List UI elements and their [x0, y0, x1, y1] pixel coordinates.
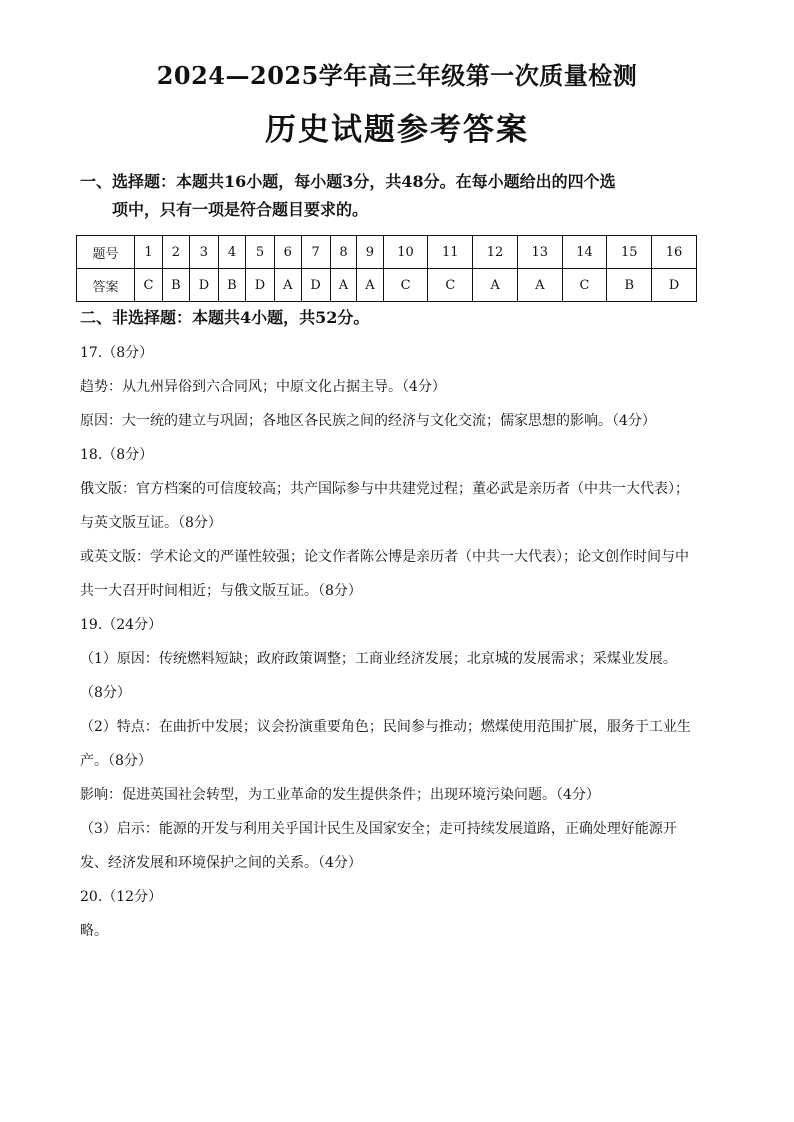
answer-paragraph: 略。 [80, 923, 108, 939]
answer-cell: C [562, 269, 607, 302]
answer-cell: B [162, 269, 189, 302]
answer-paragraph: 17.（8分） [80, 345, 154, 361]
answer-table [76, 235, 697, 302]
question-number-cell: 11 [428, 236, 473, 269]
answer-cell: D [652, 269, 697, 302]
answer-cell: C [383, 269, 428, 302]
section-1-line-2: 项中，只有一项是符合题目要求的。 [112, 200, 369, 219]
question-number-cell: 5 [245, 236, 274, 269]
answer-cell: A [473, 269, 518, 302]
answer-cell: A [275, 269, 301, 302]
answer-cell: B [219, 269, 246, 302]
answer-paragraph: 俄文版：官方档案的可信度较高；共产国际参与中共建党过程；董必武是亲历者（中共一大代表）；与英文版互证。（8分） [80, 481, 689, 531]
question-number-cell: 3 [189, 236, 218, 269]
answer-cell: A [330, 269, 356, 302]
question-number-cell: 14 [562, 236, 607, 269]
question-number-cell: 8 [330, 236, 356, 269]
answer-paragraph: 或英文版：学术论文的严谨性较强；论文作者陈公博是亲历者（中共一大代表）；论文创作时间与中共一大召开时间相近；与俄文版互证。（8分） [80, 549, 689, 599]
answer-paragraph: 19.（24分） [80, 617, 163, 633]
answer-paragraph: 趋势：从九州异俗到六合同风；中原文化占据主导。（4分） [80, 379, 446, 395]
section-1-heading [80, 168, 720, 224]
answer-paragraph: （1）原因：传统燃料短缺；政府政策调整；工商业经济发展；北京城的发展需求；采煤业发展。（8分） [80, 651, 677, 701]
question-number-cell: 10 [383, 236, 428, 269]
question-number-cell: 1 [135, 236, 163, 269]
answer-cell: D [301, 269, 330, 302]
answer-paragraph: 20.（12分） [80, 889, 163, 905]
answer-row [77, 269, 697, 302]
answer-cell: A [357, 269, 383, 302]
question-number-cell: 15 [607, 236, 652, 269]
question-number-cell: 4 [219, 236, 246, 269]
question-number-label: 题号 [77, 236, 135, 269]
answer-paragraph: （3）启示：能源的开发与利用关乎国计民生及国家安全；走可持续发展道路，正确处理好能源开发、经济发展和环境保护之间的关系。（4分） [80, 821, 677, 871]
section-2-heading: 二、非选择题：本题共4小题，共52分。 [80, 308, 370, 327]
document-title: 2024—2025学年高三年级第一次质量检测 [156, 61, 638, 90]
answer-cell: D [245, 269, 274, 302]
question-number-cell: 13 [517, 236, 562, 269]
answers-body [80, 336, 692, 948]
answer-cell: B [607, 269, 652, 302]
question-number-cell: 16 [652, 236, 697, 269]
question-number-cell: 9 [357, 236, 383, 269]
answer-cell: C [428, 269, 473, 302]
answer-paragraph: 影响：促进英国社会转型，为工业革命的发生提供条件；出现环境污染问题。（4分） [80, 787, 600, 803]
question-number-cell: 12 [473, 236, 518, 269]
document-subtitle: 历史试题参考答案 [265, 112, 529, 148]
answer-paragraph: 18.（8分） [80, 447, 154, 463]
answer-cell: C [135, 269, 163, 302]
answer-cell: A [517, 269, 562, 302]
question-number-cell: 6 [275, 236, 301, 269]
answer-paragraph: 原因：大一统的建立与巩固；各地区各民族之间的经济与文化交流；儒家思想的影响。（4分） [80, 413, 656, 429]
section-1-line-1: 一、选择题：本题共16小题，每小题3分，共48分。在每小题给出的四个选 [80, 172, 616, 191]
question-number-cell: 2 [162, 236, 189, 269]
answer-paragraph: （2）特点：在曲折中发展；议会扮演重要角色；民间参与推动；燃煤使用范围扩展，服务于工业生产。（8分） [80, 719, 691, 769]
question-number-row [77, 236, 697, 269]
answer-label: 答案 [77, 269, 135, 302]
answer-cell: D [189, 269, 218, 302]
question-number-cell: 7 [301, 236, 330, 269]
